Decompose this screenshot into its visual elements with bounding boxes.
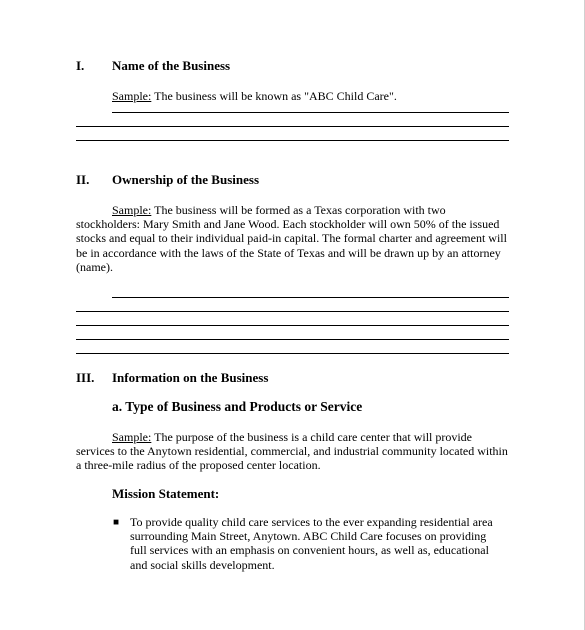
blank-line [76, 339, 509, 340]
sample-label: Sample: [112, 203, 152, 217]
sample-label: Sample: [112, 430, 152, 444]
sample-text: The business will be formed as a Texas corporation with two stockholders: Mary Smith and Jane Wood. Each stockholder will own 50% of the issued stocks and equal to their individual paid-in capital. The formal charter and agreement will be in accordance with the laws of the State of Texas and will be drawn up by an attorney (name). [76, 203, 507, 274]
blank-line [112, 112, 509, 113]
section-1-numeral: I. [76, 58, 85, 73]
sample-text: The purpose of the business is a child care center that will provide services to the Anytown residential, commercial, and industrial community located within a three-mile radius of the proposed center location. [76, 430, 508, 473]
section-2-title: Ownership of the Business [112, 172, 259, 187]
blank-line [76, 140, 509, 141]
section-1-title: Name of the Business [112, 58, 231, 73]
sample-text: The business will be known as "ABC Child Care". [151, 89, 397, 103]
section-3-numeral: III. [76, 370, 95, 385]
section-1-sample [112, 89, 397, 104]
mission-statement-title: Mission Statement: [112, 486, 220, 501]
section-2-numeral: II. [76, 172, 90, 187]
blank-line [76, 126, 509, 127]
section-3-sample [76, 430, 512, 473]
subsection-title: a. Type of Business and Products or Service [112, 399, 363, 414]
blank-line [76, 325, 509, 326]
blank-line [112, 297, 509, 298]
sample-label: Sample: [112, 89, 152, 103]
section-2-sample [76, 203, 512, 274]
bullet-icon: ■ [113, 517, 120, 528]
mission-bullet-text: To provide quality child care services to the ever expanding residential area surrounding Main Street, Anytown. ABC Child Care focuses on providing full services with an emphasis on convenient hours, as well as, educational and social skills development. [130, 515, 493, 572]
blank-line [76, 353, 509, 354]
section-3-title: Information on the Business [112, 370, 269, 385]
blank-line [76, 311, 509, 312]
